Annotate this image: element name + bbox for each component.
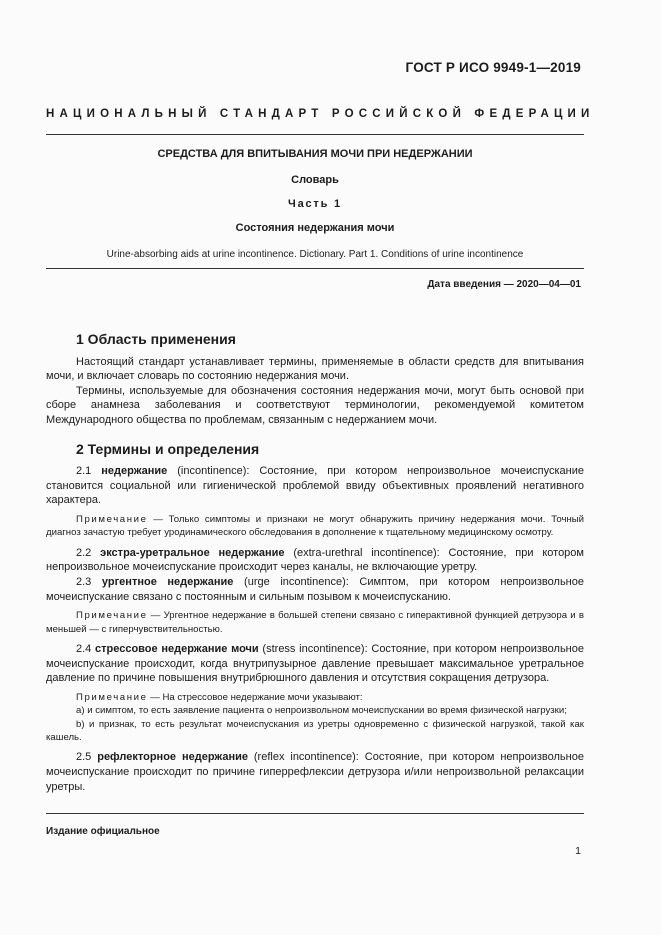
term-name: рефлекторное недержание <box>97 751 248 764</box>
note-label: Примечание <box>76 610 148 622</box>
footer-divider <box>46 813 584 814</box>
note-list-item: a) и симптом, то есть заявление пациента о непроизвольном мочеиспускании во время физической нагрузки; <box>76 705 567 717</box>
term-number: 2.3 <box>76 575 92 588</box>
note-text: — На стрессовое недержание мочи указывают: <box>147 691 363 703</box>
section-1-paragraph: Настоящий стандарт устанавливает термины, применяемые в области средств для впитывания мочи, и включает словарь по состоянию недержания мочи. <box>46 355 584 383</box>
part-label: Часть 1 <box>288 198 342 210</box>
term-text: (urge incontinence): Симптом, при котором непроизвольное мочеиспускание связано с постоянным и сильным позывом к мочеиспусканию. <box>46 575 584 603</box>
term-note <box>46 691 584 704</box>
document-body <box>46 332 584 794</box>
term-name: недержание <box>101 465 168 478</box>
term-definition <box>46 642 584 686</box>
term-name: ургентное недержание <box>101 575 234 588</box>
term-name: стрессовое недержание мочи <box>95 642 259 655</box>
part-title: Состояния недержания мочи <box>235 222 395 234</box>
note-text: — Ургентное недержание в большей степени связано с гиперактивной функцией детрузора и в меньшей — с гиперчувствительностью. <box>46 610 584 635</box>
top-divider <box>46 134 584 135</box>
term-definition <box>46 575 584 604</box>
term-number: 2.2 <box>76 546 92 559</box>
page-number: 1 <box>575 845 581 857</box>
document-subtitle: Словарь <box>291 174 339 186</box>
middle-divider <box>46 268 584 269</box>
note-list-item: b) и признак, то есть результат мочеиспускания из уретры одновременно с физической нагрузкой, такой как кашель. <box>46 718 584 743</box>
introduction-date: Дата введения — 2020—04—01 <box>427 279 581 290</box>
term-text: (extra-urethral incontinence): Состояние, при котором непроизвольное мочеиспускание происходит через каналы, не включающие уретру. <box>46 546 584 574</box>
term-number: 2.1 <box>76 465 92 478</box>
term-definition <box>46 464 584 508</box>
term-text: (stress incontinence): Состояние, при котором непроизвольное мочеиспускание происходит, когда внутрипузырное давление превышает максимальное уретральное давление по причине повышения внутрибрюшного давления и отсутствия сокращения детрузора. <box>46 642 584 685</box>
section-1-paragraph: Термины, используемые для обозначения состояния недержания мочи, могут быть основой при сборе анамнеза заболевания и соответствуют терминологии, рекомендуемой комитетом Международного общества по проблемам, связанным с недержанием мочи. <box>46 384 584 426</box>
national-standard-banner: НАЦИОНАЛЬНЫЙ СТАНДАРТ РОССИЙСКОЙ ФЕДЕРАЦИИ <box>46 108 595 120</box>
note-text: — Только симптомы и признаки не могут обнаружить причину недержания мочи. Точный диагноз зачастую требует уродинамического обследования в дополнение к тщательному медицинскому осмотру. <box>46 513 584 539</box>
note-label: Примечание <box>76 513 148 525</box>
term-note <box>46 609 584 636</box>
term-definition <box>46 546 584 575</box>
document-id: ГОСТ Р ИСО 9949-1—2019 <box>405 60 581 75</box>
section-1-heading: 1 Область применения <box>76 331 236 347</box>
document-title: СРЕДСТВА ДЛЯ ВПИТЫВАНИЯ МОЧИ ПРИ НЕДЕРЖАНИИ <box>157 148 473 160</box>
term-number: 2.4 <box>76 642 92 655</box>
note-label: Примечание <box>76 691 148 703</box>
english-title: Urine-absorbing aids at urine incontinence. Dictionary. Part 1. Conditions of urine incontinence <box>106 249 524 260</box>
term-definition <box>46 750 584 794</box>
term-text: (incontinence): Состояние, при котором непроизвольное мочеиспускание становится социальной или гигиенической проблемой ввиду объективных проявлений негативного характера. <box>46 465 584 507</box>
term-text: (reflex incontinence): Состояние, при котором непроизвольное мочеиспускание происходит по причине гиперрефлексии детрузора и/или непроизвольной релаксации уретры. <box>46 751 584 793</box>
term-note <box>46 513 584 540</box>
edition-label: Издание официальное <box>46 826 160 837</box>
term-name: экстра-уретральное недержание <box>100 546 285 559</box>
section-2-heading: 2 Термины и определения <box>76 440 260 457</box>
term-number: 2.5 <box>76 751 92 764</box>
